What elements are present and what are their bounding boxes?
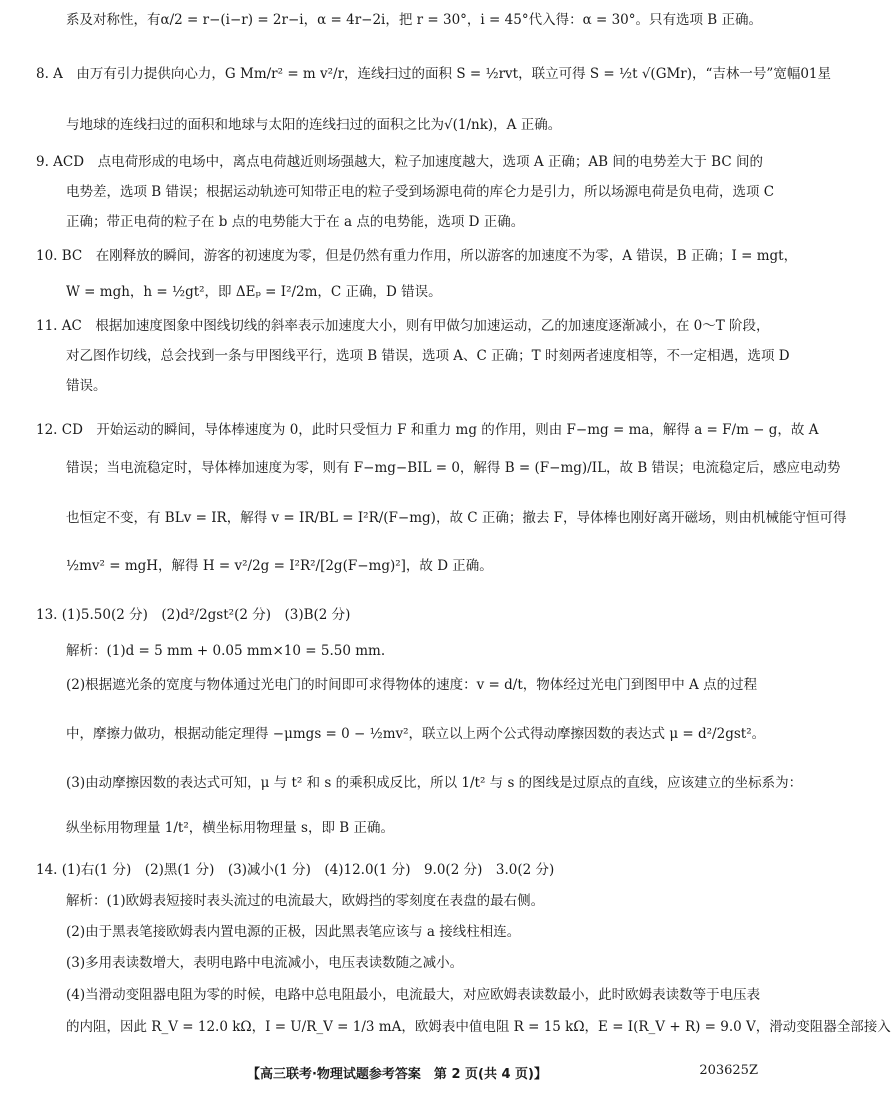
explanation-line: (3)多用表读数增大，表明电路中电流减小，电压表读数随之减小。	[66, 955, 464, 971]
document-code: 203625Z	[699, 1063, 758, 1078]
explanation-line: ½mv² = mgH，解得 H = v²/2g = I²R²/[2g(F−mg)²]，故 D 正确。	[66, 558, 493, 574]
explanation-line: 中，摩擦力做功，根据动能定理得 −μmgs = 0 − ½mv²，联立以上两个公式得动摩擦因数的表达式 μ = d²/2gst²。	[66, 726, 766, 742]
explanation-line: 也恒定不变，有 BLv = IR，解得 v = IR/BL = I²R/(F−mg)，故 C 正确；撤去 F，导体棒也刚好离开磁场，则由机械能守恒可得	[66, 510, 847, 526]
explanation-line: 解析：(1)欧姆表短接时表头流过的电流最大，欧姆挡的零刻度在表盘的最右侧。	[66, 893, 545, 909]
question-answer-line: 13. (1)5.50(2 分) (2)d²/2gst²(2 分) (3)B(2 分)	[36, 607, 351, 623]
explanation-line: 正确；带正电荷的粒子在 b 点的电势能大于在 a 点的电势能，选项 D 正确。	[66, 214, 525, 230]
explanation-line: (3)由动摩擦因数的表达式可知，μ 与 t² 和 s 的乘积成反比，所以 1/t² 与 s 的图线是过原点的直线，应该建立的坐标系为：	[66, 775, 803, 791]
question-answer-line: 14. (1)右(1 分) (2)黑(1 分) (3)减小(1 分) (4)12.0(1 分) 9.0(2 分) 3.0(2 分)	[36, 862, 555, 878]
explanation-line: 电势差，选项 B 错误；根据运动轨迹可知带正电的粒子受到场源电荷的库仑力是引力，所以场源电荷是负电荷，选项 C	[66, 184, 775, 200]
page-footer: 【高三联考·物理试题参考答案 第 2 页(共 4 页)】	[246, 1067, 548, 1082]
explanation-line: 解析：(1)d = 5 mm + 0.05 mm×10 = 5.50 mm.	[66, 643, 386, 659]
question-answer-line: 11. AC 根据加速度图象中图线切线的斜率表示加速度大小，则有甲做匀加速运动，乙的加速度逐渐减小，在 0～T 阶段，	[36, 318, 770, 334]
explanation-line: 纵坐标用物理量 1/t²，横坐标用物理量 s，即 B 正确。	[66, 820, 394, 836]
explanation-line: 错误。	[66, 378, 107, 394]
explanation-line: (4)当滑动变阻器电阻为零的时候，电路中总电阻最小，电流最大，对应欧姆表读数最小，此时欧姆表读数等于电压表	[66, 987, 761, 1003]
explanation-line: 的内阻，因此 R_V = 12.0 kΩ，I = U/R_V = 1/3 mA，欧姆表中值电阻 R = 15 kΩ，E = I(R_V + R) = 9.0 V，滑动变阻器全部接入	[66, 1019, 891, 1035]
explanation-line: W = mgh，h = ½gt²，即 ΔEₚ = I²/2m，C 正确，D 错误。	[66, 284, 442, 300]
explanation-line: 对乙图作切线，总会找到一条与甲图线平行，选项 B 错误，选项 A、C 正确；T 时刻两者速度相等，不一定相遇，选项 D	[66, 348, 790, 364]
question-answer-line: 10. BC 在刚释放的瞬间，游客的初速度为零，但是仍然有重力作用，所以游客的加速度不为零，A 错误，B 正确；I = mgt，	[36, 248, 798, 264]
explanation-line: (2)根据遮光条的宽度与物体通过光电门的时间即可求得物体的速度：v = d/t，物体经过光电门到图甲中 A 点的过程	[66, 677, 758, 693]
question-answer-line: 8. A 由万有引力提供向心力，G Mm/r² = m v²/r，连线扫过的面积 S = ½rvt，联立可得 S = ½t √(GMr)，“吉林一号”宽幅01星	[36, 66, 831, 82]
explanation-line: 系及对称性，有α/2 = r−(i−r) = 2r−i，α = 4r−2i，把 r = 30°，i = 45°代入得：α = 30°。只有选项 B 正确。	[66, 12, 763, 28]
explanation-line: 错误；当电流稳定时，导体棒加速度为零，则有 F−mg−BIL = 0，解得 B = (F−mg)/IL，故 B 错误；电流稳定后，感应电动势	[66, 460, 841, 476]
explanation-line: 与地球的连线扫过的面积和地球与太阳的连线扫过的面积之比为√(1/nk)，A 正确。	[66, 117, 562, 133]
question-answer-line: 12. CD 开始运动的瞬间，导体棒速度为 0，此时只受恒力 F 和重力 mg 的作用，则由 F−mg = ma，解得 a = F/m − g，故 A	[36, 422, 819, 438]
question-answer-line: 9. ACD 点电荷形成的电场中，离点电荷越近则场强越大，粒子加速度越大，选项 A 正确；AB 间的电势差大于 BC 间的	[36, 154, 763, 170]
explanation-line: (2)由于黑表笔接欧姆表内置电源的正极，因此黑表笔应该与 a 接线柱相连。	[66, 924, 521, 940]
